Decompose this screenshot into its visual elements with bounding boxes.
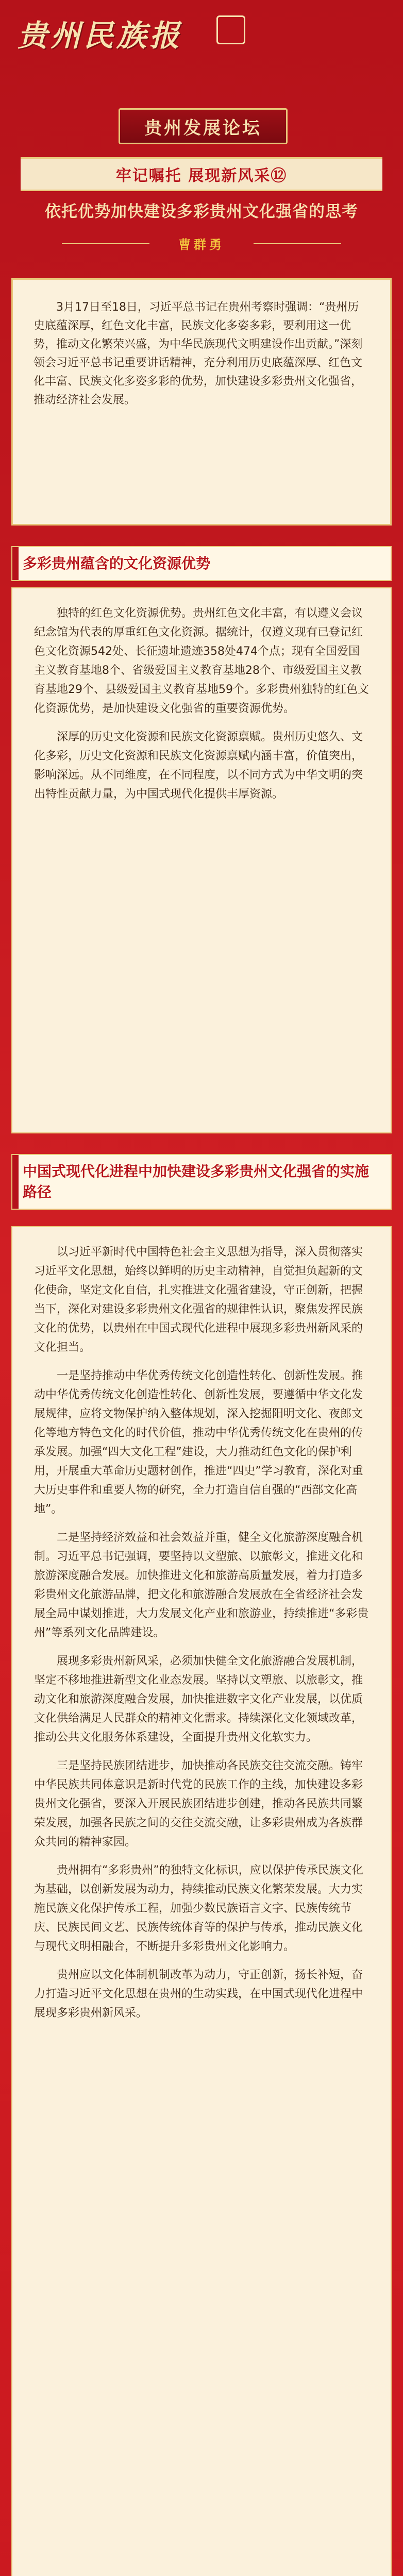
section-heading-2	[11, 1154, 392, 1210]
series-banner	[21, 157, 382, 191]
section-title: 多彩贵州蕴含的文化资源优势	[23, 555, 211, 572]
section-heading-1	[11, 546, 392, 581]
section-marker	[12, 1155, 19, 1209]
masthead	[0, 0, 403, 103]
paragraph: 贵州应以文化体制机制改革为动力，守正创新，扬长补短，奋力打造习近平文化思想在贵州的生动实践，在中国式现代化进程中展现多彩贵州新风采。	[34, 1969, 363, 2020]
section-marker	[12, 547, 19, 580]
paragraph: 二是坚持经济效益和社会效益并重，健全文化旅游深度融合机制。习近平总书记强调，要坚持以文塑旅、以旅彰文，推进文化和旅游深度融合发展。加快推进文化和旅游高质量发展，着力打造多彩贵州文化旅游品牌，把文化和旅游融合发展放在全省经济社会发展全局中谋划推进，大力发展文化产业和旅游业，持续推进“多彩贵州”等系列文化品牌建设。	[34, 1531, 369, 1639]
section-title: 中国式现代化进程中加快建设多彩贵州文化强省的实施路径	[23, 1163, 370, 1200]
column-name: 贵州发展论坛	[144, 117, 262, 139]
intro-paragraph: 3月17日至18日，习近平总书记在贵州考察时强调：“贵州历史底蕴深厚，红色文化丰富，民族文化多姿多彩，要利用这一优势，推动文化繁荣兴盛，为中华民族现代文明建设作出贡献。”深刻领会习近平总书记重要讲话精神，充分利用历史底蕴深厚、红色文化丰富、民族文化多姿多彩的优势，加快建设多彩贵州文化强省，推动经济社会发展。	[33, 301, 363, 406]
column-banner	[119, 108, 288, 144]
series-title: 牢记嘱托 展现新风采⑫	[115, 167, 288, 185]
paragraph: 展现多彩贵州新风采，必须加快健全文化旅游融合发展机制，坚定不移地推进新型文化业态发展。坚持以文塑旅、以旅彰文，推动文化和旅游深度融合发展，加快推进数字文化产业发展，以优质文化供给满足人民群众的精神文化需求。持续深化文化领域改革，推动公共文化服务体系建设，全面提升贵州文化软实力。	[34, 1655, 363, 1744]
section-body-2	[11, 1226, 392, 2576]
paragraph: 深厚的历史文化资源和民族文化资源禀赋。贵州历史悠久、文化多彩，历史文化资源和民族文化资源禀赋内涵丰富，价值突出，影响深远。从不同维度，在不同程度，以不同方式为中华文明的突出特性贡献力量，为中国式现代化提供丰厚资源。	[34, 731, 363, 801]
byline-rule-right	[254, 243, 341, 244]
masthead-title: 贵州民族报	[18, 18, 183, 53]
section-body-1	[11, 587, 392, 1133]
paragraph: 以习近平新时代中国特色社会主义思想为指导，深入贯彻落实习近平文化思想，始终以鲜明的历史主动精神，自觉担负起新的文化使命，坚定文化自信，扎实推进文化强省建设，守正创新，把握当下，深化对建设多彩贵州文化强省的规律性认识，聚焦发挥民族文化的优势，以贵州在中国式现代化进程中展现多彩贵州新风采的文化担当。	[34, 1246, 363, 1354]
paragraph: 一是坚持推动中华优秀传统文化创造性转化、创新性发展。推动中华优秀传统文化创造性转化、创新性发展，要遵循中华文化发展规律，应将文物保护纳入整体规划，深入挖掘阳明文化、夜郎文化等地方特色文化的时代价值，推动中华优秀传统文化在贵州的传承发展。加强“四大文化工程”建设，大力推动红色文化的保护利用，开展重大革命历史题材创作，推进“四史”学习教育，深化对重大历史事件和重要人物的研究，全力打造自信自强的“西部文化高地”。	[34, 1369, 363, 1516]
paragraph: 独特的红色文化资源优势。贵州红色文化丰富，有以遵义会议纪念馆为代表的厚重红色文化资源。据统计，仅遵义现有已登记红色文化资源542处、长征遗址遗迹358处474个点；现有全国爱国主义教育基地8个、省级爱国主义教育基地28个、市级爱国主义教育基地29个、县级爱国主义教育基地59个。多彩贵州独特的红色文化资源优势，是加快建设文化强省的重要资源优势。	[34, 607, 369, 715]
article-author: 曹群勇	[178, 237, 225, 252]
paragraph: 贵州拥有“多彩贵州”的独特文化标识，应以保护传承民族文化为基础，以创新发展为动力，持续推动民族文化繁荣发展。大力实施民族文化保护传承工程，加强少数民族语言文字、民族传统节庆、民族民间文艺、民族传统体育等的保护与传承，推动民族文化与现代文明相融合，不断提升多彩贵州文化影响力。	[34, 1864, 363, 1953]
intro-card	[11, 278, 392, 526]
seal-icon	[216, 15, 245, 44]
article-headline: 依托优势加快建设多彩贵州文化强省的思考	[45, 202, 358, 221]
paragraph: 三是坚持民族团结进步，加快推动各民族交往交流交融。铸牢中华民族共同体意识是新时代党的民族工作的主线，加快建设多彩贵州文化强省，要深入开展民族团结进步创建，推动各民族共同繁荣发展，加强各民族之间的交往交流交融，让多彩贵州成为各族群众共同的精神家园。	[34, 1759, 363, 1849]
